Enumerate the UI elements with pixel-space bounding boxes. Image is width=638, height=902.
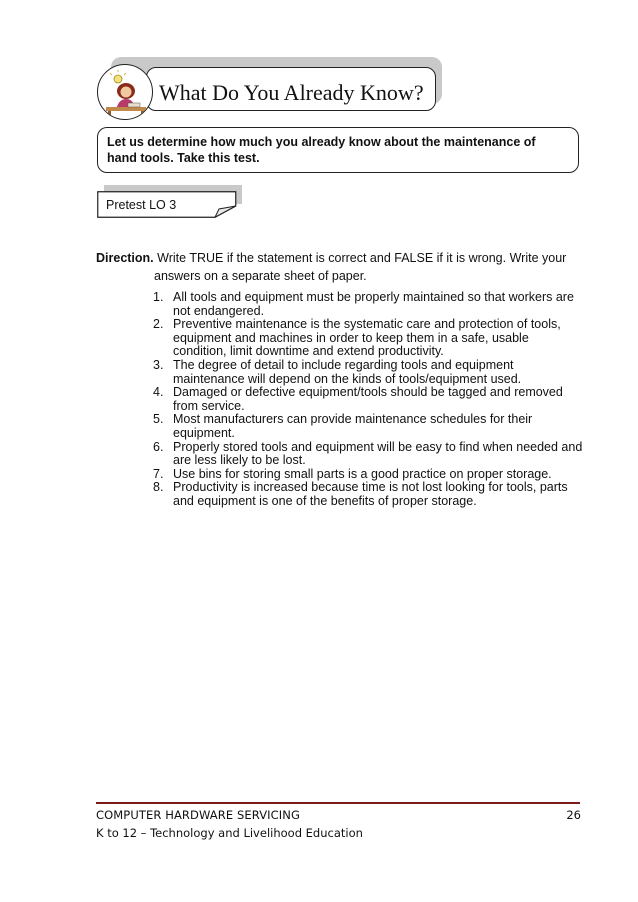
list-item xyxy=(153,481,585,508)
list-item xyxy=(153,318,585,359)
question-text: Properly stored tools and equipment will be easy to find when needed and are less likely to be lost. xyxy=(173,439,583,468)
pretest-label-text: Pretest LO 3 xyxy=(106,198,177,212)
pretest-label xyxy=(97,191,237,218)
question-text: Damaged or defective equipment/tools should be tagged and removed from service. xyxy=(173,385,563,413)
question-text: All tools and equipment must be properly maintained so that workers are not endangered. xyxy=(173,290,574,318)
title-banner xyxy=(146,67,436,111)
footer-subtitle: K to 12 – Technology and Livelihood Education xyxy=(96,826,363,840)
question-number: 8. xyxy=(153,480,164,495)
question-number: 7. xyxy=(153,466,164,481)
question-number: 1. xyxy=(153,290,164,304)
list-item xyxy=(153,441,585,468)
question-number: 5. xyxy=(153,412,164,427)
question-number: 2. xyxy=(153,317,164,332)
question-list xyxy=(153,291,585,509)
question-number: 3. xyxy=(153,357,164,372)
footer-rule xyxy=(96,802,580,804)
direction-text-line1: Write TRUE if the statement is correct and FALSE if it is wrong. Write your xyxy=(157,251,567,265)
page-title: What Do You Already Know? xyxy=(159,80,424,105)
question-text: Productivity is increased because time is not lost looking for tools, parts and equipment is one of the benefits of proper storage. xyxy=(173,480,568,508)
list-item xyxy=(153,413,585,440)
list-item xyxy=(153,468,585,482)
direction-text-line2: answers on a separate sheet of paper. xyxy=(154,269,367,283)
student-thinking-icon xyxy=(97,64,153,120)
page-number: 26 xyxy=(566,808,581,822)
question-text: Most manufacturers can provide maintenance schedules for their equipment. xyxy=(173,412,533,440)
intro-box xyxy=(97,127,579,173)
list-item xyxy=(153,291,585,318)
direction-paragraph xyxy=(96,250,576,284)
question-number: 4. xyxy=(153,385,164,400)
question-text: Preventive maintenance is the systematic care and protection of tools, equipment and machines in order to keep them in a safe, usable condition, limit downtime and extend productivity. xyxy=(173,317,561,359)
direction-label: Direction. xyxy=(96,251,154,265)
question-number: 6. xyxy=(153,439,164,454)
question-text: Use bins for storing small parts is a good practice on proper storage. xyxy=(173,466,552,481)
list-item xyxy=(153,386,585,413)
footer-title: COMPUTER HARDWARE SERVICING xyxy=(96,808,300,822)
question-text: The degree of detail to include regarding tools and equipment maintenance will depend on the kinds of tools/equipment used. xyxy=(173,357,522,386)
list-item xyxy=(153,359,585,386)
intro-text: Let us determine how much you already know about the maintenance of hand tools. Take this test. xyxy=(107,135,536,165)
